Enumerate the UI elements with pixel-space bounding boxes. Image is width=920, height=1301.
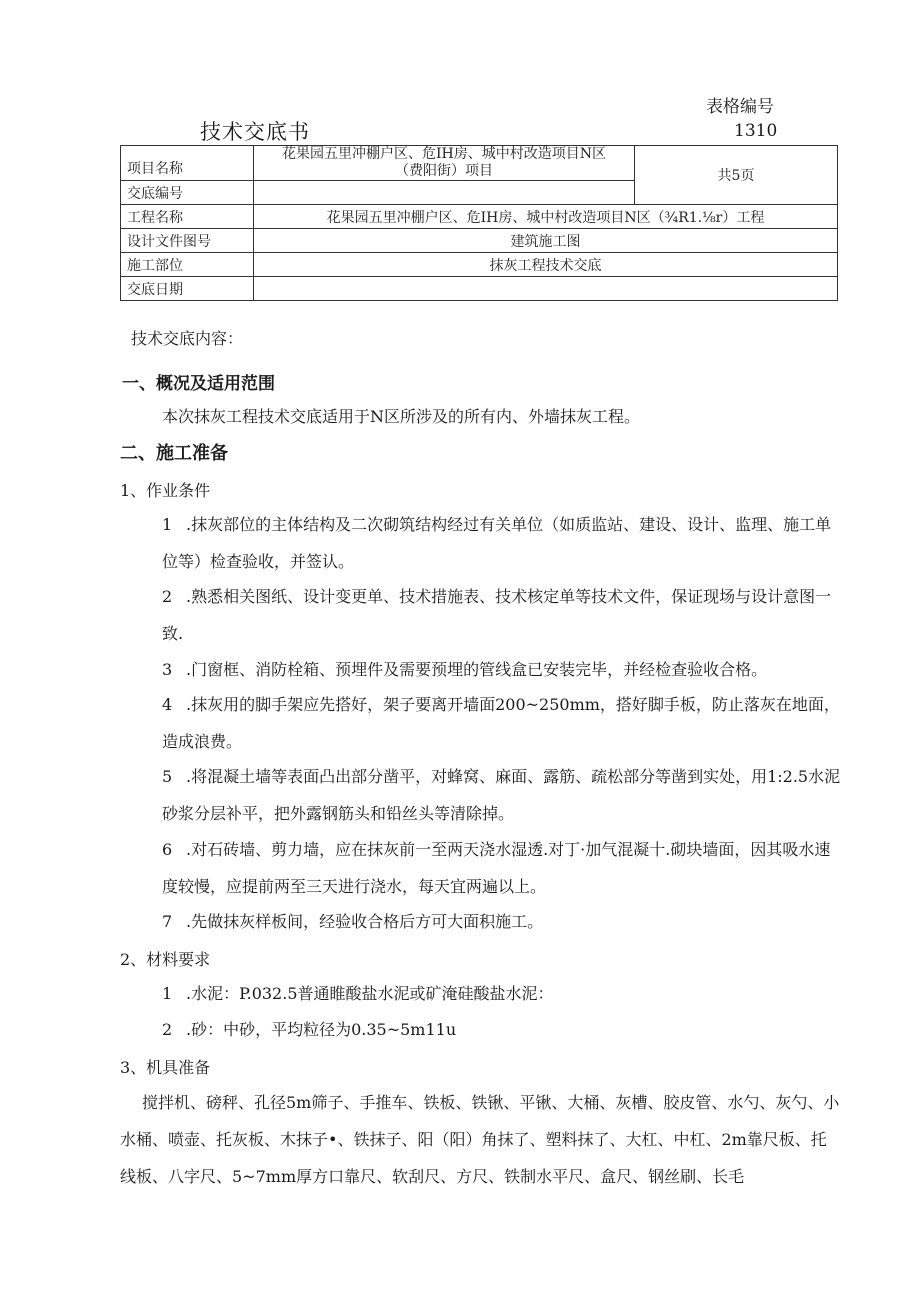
table-row	[121, 229, 838, 253]
subsection-work-conditions: 1、作业条件	[120, 481, 211, 500]
disclosure-no-label: 交底编号	[121, 181, 254, 205]
design-doc-label: 设计文件图号	[121, 229, 254, 253]
list-item	[162, 758, 842, 832]
item-text: .先做抹灰样板间，经验收合格后方可大面积施工。	[186, 912, 544, 931]
list-item	[162, 831, 842, 905]
list-item	[162, 975, 842, 1012]
item-text: .水泥：P.032.5普通睢酸盐水泥或矿淹硅酸盐水泥：	[186, 984, 554, 1003]
form-number-label: 表格编号	[706, 97, 774, 117]
item-number: 6	[162, 840, 173, 859]
project-name-line2: （费阳街）项目	[395, 163, 493, 179]
item-number: 2	[162, 1020, 173, 1039]
project-name-label: 项目名称	[121, 146, 254, 181]
list-item	[162, 1011, 842, 1048]
item-number: 1	[162, 515, 173, 534]
item-number: 1	[162, 984, 173, 1003]
list-item	[162, 903, 842, 940]
list-item	[162, 686, 842, 760]
section1-text: 本次抹灰工程技术交底适用于N区所涉及的所有内、外墙抹灰工程。	[162, 407, 641, 426]
subsection-materials: 2、材料要求	[120, 950, 211, 969]
subsection-tools: 3、机具准备	[120, 1058, 211, 1077]
construction-part-value: 抹灰工程技术交底	[254, 253, 838, 277]
item-text: .对石砖墙、剪力墙，应在抹灰前一至两天浇水湿透.对丁·加气混凝十.砌块墙面，因其吸水速度较慢，应提前两至三天进行浇水，每天宜两遍以上。	[162, 840, 831, 896]
project-name-value	[254, 146, 635, 181]
item-number: 4	[162, 695, 173, 714]
item-number: 5	[162, 767, 173, 786]
disclosure-no-value	[254, 181, 635, 205]
item-number: 2	[162, 587, 173, 606]
disclosure-date-label: 交底日期	[121, 277, 254, 301]
page-count: 共5页	[635, 146, 838, 205]
form-number: 1310	[734, 121, 778, 141]
item-number: 3	[162, 660, 173, 679]
item-number: 7	[162, 912, 173, 931]
item-text: .门窗框、消防栓箱、预埋件及需要预埋的管线盒已安装完毕，并经检查验收合格。	[186, 660, 768, 679]
list-item	[162, 651, 842, 688]
table-row	[121, 205, 838, 229]
table-row	[121, 146, 838, 181]
table-row	[121, 253, 838, 277]
table-row	[121, 277, 838, 301]
engineering-name-value: 花果园五里冲棚户区、危IH房、城中村改造项目N区（¾R1.⅛r）工程	[254, 205, 838, 229]
item-text: .熟悉相关图纸、设计变更单、技术措施表、技术核定单等技术文件，保证现场与设计意图一致.	[162, 587, 832, 643]
project-name-line1: 花果园五里冲棚户区、危IH房、城中村改造项目N区	[282, 146, 606, 162]
disclosure-date-value	[254, 277, 838, 301]
item-text: .抹灰用的脚手架应先搭好，架子要离开墙面200~250mm，搭好脚手板，防止落灰在地面，造成浪费。	[162, 695, 840, 751]
construction-part-label: 施工部位	[121, 253, 254, 277]
list-item	[162, 578, 842, 652]
project-info-table	[120, 145, 838, 301]
design-doc-value: 建筑施工图	[254, 229, 838, 253]
content-intro: 技术交底内容：	[131, 329, 244, 348]
section2-title: 二、施工准备	[120, 443, 228, 464]
list-item	[162, 506, 842, 580]
document-title: 技术交底书	[200, 120, 310, 144]
engineering-name-label: 工程名称	[121, 205, 254, 229]
item-text: .抹灰部位的主体结构及二次砌筑结构经过有关单位（如质监站、建设、设计、监理、施工单位等）检查验收，并签认。	[162, 515, 832, 571]
item-text: .砂：中砂，平均粒径为0.35~5m11u	[186, 1020, 457, 1039]
tools-text: 搅拌机、磅秤、孔径5m筛子、手推车、铁板、铁锹、平锹、大桶、灰槽、胶皮管、水勺、灰勺、小水桶、喷壶、托灰板、木抹子•、铁抹子、阳（阳）角抹了、塑料抹了、大杠、中杠、2m靠尺板、托线板、八字尺、5~7mm厚方口靠尺、软刮尺、方尺、铁制水平尺、盒尺、钢丝刷、长毛	[120, 1093, 840, 1186]
section1-title: 一、概况及适用范围	[122, 374, 275, 394]
item-text: .将混凝土墙等表面凸出部分凿平，对蜂窝、麻面、露筋、疏松部分等凿到实处，用1:2.5水泥砂浆分层补平，把外露钢筋头和铅丝头等清除掉。	[162, 767, 841, 823]
